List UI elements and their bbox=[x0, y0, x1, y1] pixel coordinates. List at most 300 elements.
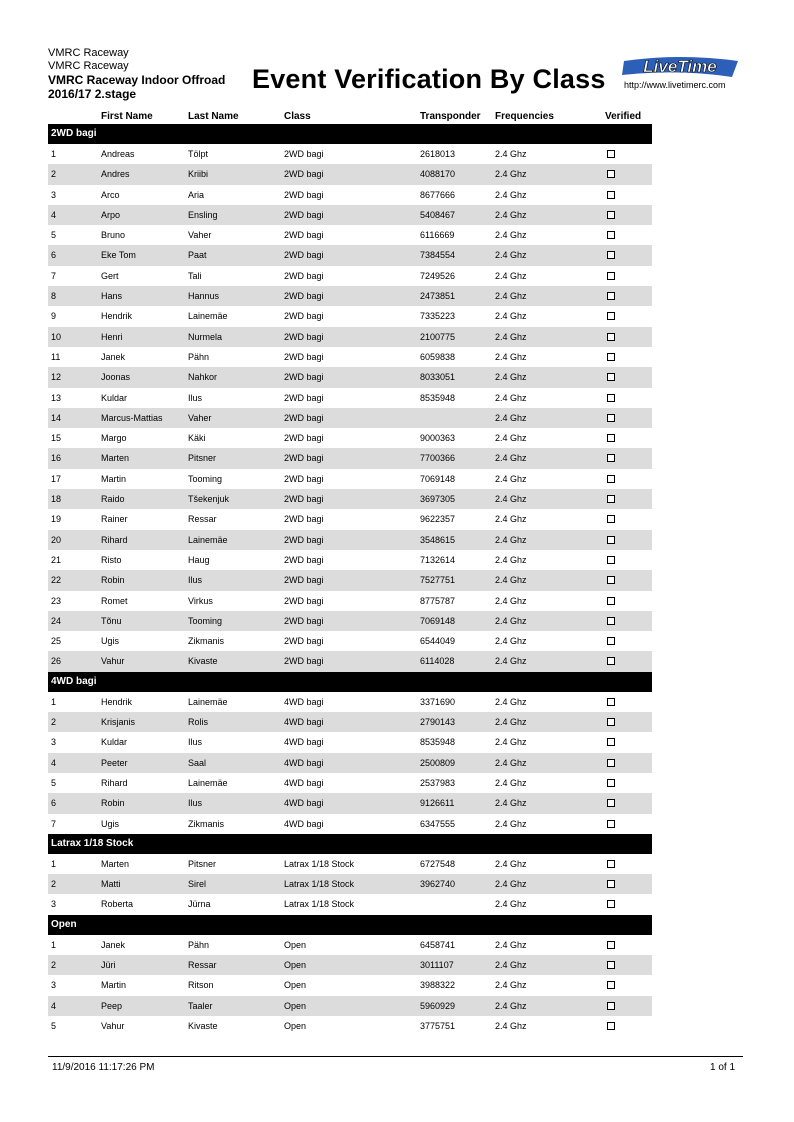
row-frequency: 2.4 Ghz bbox=[495, 798, 527, 809]
row-first-name: Rihard bbox=[101, 534, 128, 545]
row-transponder: 7249526 bbox=[420, 270, 456, 281]
row-first-name: Janek bbox=[101, 939, 126, 950]
row-transponder: 3697305 bbox=[420, 494, 456, 505]
row-frequency: 2.4 Ghz bbox=[495, 1000, 527, 1011]
row-last-name: Kivaste bbox=[188, 656, 218, 667]
row-transponder: 5408467 bbox=[420, 209, 456, 220]
table-row bbox=[48, 185, 652, 205]
table-row bbox=[48, 388, 652, 408]
row-last-name: Taaler bbox=[188, 1000, 213, 1011]
row-last-name: Paat bbox=[188, 250, 207, 261]
row-first-name: Romet bbox=[101, 595, 128, 606]
verified-checkbox[interactable] bbox=[607, 475, 615, 483]
row-transponder: 8775787 bbox=[420, 595, 456, 606]
table-row bbox=[48, 205, 652, 225]
class-group-header: Latrax 1/18 Stock bbox=[48, 834, 652, 854]
row-transponder: 8535948 bbox=[420, 392, 456, 403]
row-class: 2WD bagi bbox=[284, 636, 324, 647]
row-frequency: 2.4 Ghz bbox=[495, 656, 527, 667]
event-stage: 2016/17 2.stage bbox=[48, 87, 137, 101]
row-transponder: 7069148 bbox=[420, 615, 456, 626]
row-last-name: Tooming bbox=[188, 615, 223, 626]
row-last-name: Pitsner bbox=[188, 453, 217, 464]
verified-checkbox[interactable] bbox=[607, 536, 615, 544]
row-class: Open bbox=[284, 1020, 307, 1031]
row-first-name: Risto bbox=[101, 554, 122, 565]
table-row bbox=[48, 753, 652, 773]
table-row bbox=[48, 793, 652, 813]
class-group-header: Open bbox=[48, 915, 652, 935]
verified-checkbox[interactable] bbox=[607, 373, 615, 381]
row-transponder: 7069148 bbox=[420, 473, 456, 484]
row-frequency: 2.4 Ghz bbox=[495, 959, 527, 970]
row-frequency: 2.4 Ghz bbox=[495, 1020, 527, 1031]
table-row bbox=[48, 408, 652, 428]
row-position: 2 bbox=[51, 717, 57, 728]
verified-checkbox[interactable] bbox=[607, 191, 615, 199]
row-last-name: Jürna bbox=[188, 899, 211, 910]
verified-checkbox[interactable] bbox=[607, 597, 615, 605]
row-position: 12 bbox=[51, 372, 62, 383]
verified-checkbox[interactable] bbox=[607, 150, 615, 158]
row-transponder: 3962740 bbox=[420, 879, 456, 890]
verified-checkbox[interactable] bbox=[607, 515, 615, 523]
row-class: Open bbox=[284, 959, 307, 970]
row-first-name: Vahur bbox=[101, 656, 125, 667]
row-first-name: Martin bbox=[101, 980, 127, 991]
row-position: 8 bbox=[51, 291, 57, 302]
row-class: 2WD bagi bbox=[284, 209, 324, 220]
row-frequency: 2.4 Ghz bbox=[495, 636, 527, 647]
row-transponder: 7132614 bbox=[420, 554, 456, 565]
row-last-name: Tölpt bbox=[188, 149, 209, 159]
row-last-name: Vaher bbox=[188, 230, 212, 241]
row-last-name: Ressar bbox=[188, 514, 217, 525]
row-first-name: Andres bbox=[101, 169, 130, 180]
venue-line-2: VMRC Raceway bbox=[48, 60, 129, 72]
verified-checkbox[interactable] bbox=[607, 556, 615, 564]
row-transponder: 6059838 bbox=[420, 351, 456, 362]
row-frequency: 2.4 Ghz bbox=[495, 980, 527, 991]
row-last-name: Ressar bbox=[188, 959, 217, 970]
row-frequency: 2.4 Ghz bbox=[495, 615, 527, 626]
row-transponder: 3011107 bbox=[420, 959, 454, 970]
row-position: 6 bbox=[51, 250, 57, 261]
table-row bbox=[48, 530, 652, 550]
verified-checkbox[interactable] bbox=[607, 333, 615, 341]
row-transponder: 8033051 bbox=[420, 372, 456, 383]
row-transponder: 4088170 bbox=[420, 169, 456, 180]
row-position: 5 bbox=[51, 1020, 57, 1031]
row-frequency: 2.4 Ghz bbox=[495, 392, 527, 403]
row-class: 2WD bagi bbox=[284, 230, 324, 241]
row-first-name: Eke Tom bbox=[101, 250, 136, 261]
verified-checkbox[interactable] bbox=[607, 779, 615, 787]
verified-checkbox[interactable] bbox=[607, 738, 615, 746]
row-frequency: 2.4 Ghz bbox=[495, 311, 527, 322]
row-first-name: Ugis bbox=[101, 818, 120, 829]
row-first-name: Rihard bbox=[101, 777, 128, 788]
row-last-name: Zikmanis bbox=[188, 636, 225, 647]
row-class: 4WD bagi bbox=[284, 737, 324, 748]
verified-checkbox[interactable] bbox=[607, 353, 615, 361]
row-frequency: 2.4 Ghz bbox=[495, 696, 527, 707]
row-frequency: 2.4 Ghz bbox=[495, 372, 527, 383]
row-last-name: Pähn bbox=[188, 351, 210, 362]
row-first-name: Kuldar bbox=[101, 392, 128, 403]
report-header-info bbox=[48, 47, 225, 101]
verified-checkbox[interactable] bbox=[607, 231, 615, 239]
row-last-name: Ritson bbox=[188, 980, 214, 991]
table-row bbox=[48, 955, 652, 975]
row-last-name: Ilus bbox=[188, 798, 203, 809]
row-first-name: Vahur bbox=[101, 1020, 125, 1031]
row-first-name: Martin bbox=[101, 473, 127, 484]
row-transponder: 2500809 bbox=[420, 757, 456, 768]
verified-checkbox[interactable] bbox=[607, 718, 615, 726]
row-position: 20 bbox=[51, 534, 62, 545]
row-first-name: Joonas bbox=[101, 372, 131, 383]
verified-checkbox[interactable] bbox=[607, 860, 615, 868]
row-class: 4WD bagi bbox=[284, 818, 324, 829]
row-frequency: 2.4 Ghz bbox=[495, 595, 527, 606]
row-position: 19 bbox=[51, 514, 62, 525]
table-row bbox=[48, 814, 652, 834]
row-first-name: Kuldar bbox=[101, 737, 128, 748]
table-row bbox=[48, 225, 652, 245]
row-first-name: Ugis bbox=[101, 636, 120, 647]
row-frequency: 2.4 Ghz bbox=[495, 757, 527, 768]
row-position: 4 bbox=[51, 209, 57, 220]
row-position: 15 bbox=[51, 433, 62, 444]
row-transponder: 9000363 bbox=[420, 433, 456, 444]
row-transponder: 2100775 bbox=[420, 331, 456, 342]
column-header-row bbox=[48, 111, 652, 124]
verified-checkbox[interactable] bbox=[607, 820, 615, 828]
row-transponder: 2618013 bbox=[420, 149, 456, 159]
table-row bbox=[48, 692, 652, 712]
row-class: Latrax 1/18 Stock bbox=[284, 879, 355, 890]
row-position: 1 bbox=[51, 696, 57, 707]
row-last-name: Ilus bbox=[188, 575, 203, 586]
row-first-name: Margo bbox=[101, 433, 127, 444]
verified-checkbox[interactable] bbox=[607, 454, 615, 462]
row-transponder: 3988322 bbox=[420, 980, 456, 991]
row-frequency: 2.4 Ghz bbox=[495, 412, 527, 423]
row-last-name: Rolis bbox=[188, 717, 209, 728]
table-row bbox=[48, 773, 652, 793]
row-class: Latrax 1/18 Stock bbox=[284, 858, 355, 869]
row-last-name: Aria bbox=[188, 189, 205, 200]
table-row bbox=[48, 164, 652, 184]
row-class: 2WD bagi bbox=[284, 250, 324, 261]
print-timestamp: 11/9/2016 11:17:26 PM bbox=[52, 1062, 155, 1073]
verified-checkbox[interactable] bbox=[607, 637, 615, 645]
row-last-name: Pitsner bbox=[188, 858, 217, 869]
verified-checkbox[interactable] bbox=[607, 170, 615, 178]
row-frequency: 2.4 Ghz bbox=[495, 939, 527, 950]
row-first-name: Hendrik bbox=[101, 696, 133, 707]
row-first-name: Robin bbox=[101, 798, 125, 809]
verified-checkbox[interactable] bbox=[607, 657, 615, 665]
row-position: 23 bbox=[51, 595, 62, 606]
col-first-name: First Name bbox=[101, 111, 153, 122]
row-last-name: Lainemäe bbox=[188, 777, 228, 788]
row-position: 4 bbox=[51, 1000, 57, 1011]
row-transponder: 6114028 bbox=[420, 656, 455, 667]
row-first-name: Arco bbox=[101, 189, 120, 200]
row-class: 2WD bagi bbox=[284, 615, 324, 626]
row-frequency: 2.4 Ghz bbox=[495, 473, 527, 484]
table-row bbox=[48, 712, 652, 732]
verified-checkbox[interactable] bbox=[607, 414, 615, 422]
row-position: 7 bbox=[51, 818, 57, 829]
row-last-name: Ensling bbox=[188, 209, 218, 220]
verified-checkbox[interactable] bbox=[607, 941, 615, 949]
table-row bbox=[48, 144, 652, 164]
row-last-name: Tooming bbox=[188, 473, 223, 484]
row-frequency: 2.4 Ghz bbox=[495, 433, 527, 444]
row-last-name: Lainemäe bbox=[188, 696, 228, 707]
table-row bbox=[48, 935, 652, 955]
row-last-name: Sirel bbox=[188, 879, 207, 890]
row-frequency: 2.4 Ghz bbox=[495, 250, 527, 261]
table-row bbox=[48, 874, 652, 894]
row-frequency: 2.4 Ghz bbox=[495, 351, 527, 362]
class-group-header: 2WD bagi bbox=[48, 124, 652, 144]
row-position: 14 bbox=[51, 412, 62, 423]
row-last-name: Zikmanis bbox=[188, 818, 225, 829]
row-class: 4WD bagi bbox=[284, 757, 324, 768]
row-class: 2WD bagi bbox=[284, 595, 324, 606]
table-row bbox=[48, 975, 652, 995]
row-first-name: Hans bbox=[101, 291, 123, 302]
row-position: 5 bbox=[51, 777, 57, 788]
venue-line-1: VMRC Raceway bbox=[48, 47, 129, 59]
row-frequency: 2.4 Ghz bbox=[495, 777, 527, 788]
row-class: 2WD bagi bbox=[284, 331, 324, 342]
row-last-name: Ilus bbox=[188, 392, 203, 403]
row-frequency: 2.4 Ghz bbox=[495, 291, 527, 302]
row-transponder: 7335223 bbox=[420, 311, 456, 322]
table-row bbox=[48, 245, 652, 265]
row-transponder: 5960929 bbox=[420, 1000, 456, 1011]
row-last-name: Vaher bbox=[188, 412, 212, 423]
table-row bbox=[48, 651, 652, 671]
row-class: 2WD bagi bbox=[284, 534, 324, 545]
row-class: 2WD bagi bbox=[284, 433, 324, 444]
row-position: 18 bbox=[51, 494, 62, 505]
logo-text: LiveTime bbox=[643, 57, 717, 76]
row-first-name: Jüri bbox=[101, 959, 116, 970]
livetime-logo bbox=[620, 55, 740, 79]
verified-checkbox[interactable] bbox=[607, 1022, 615, 1030]
row-transponder: 9622357 bbox=[420, 514, 456, 525]
row-first-name: Henri bbox=[101, 331, 123, 342]
row-last-name: Tali bbox=[188, 270, 202, 281]
row-first-name: Hendrik bbox=[101, 311, 133, 322]
row-first-name: Tõnu bbox=[101, 615, 122, 626]
row-class: 2WD bagi bbox=[284, 311, 324, 322]
row-class: 2WD bagi bbox=[284, 351, 324, 362]
verified-checkbox[interactable] bbox=[607, 292, 615, 300]
row-position: 2 bbox=[51, 169, 57, 180]
row-position: 3 bbox=[51, 737, 57, 748]
row-class: 2WD bagi bbox=[284, 149, 324, 159]
row-class: 2WD bagi bbox=[284, 453, 324, 464]
verified-checkbox[interactable] bbox=[607, 495, 615, 503]
row-first-name: Matti bbox=[101, 879, 121, 890]
row-frequency: 2.4 Ghz bbox=[495, 899, 527, 910]
row-position: 21 bbox=[51, 554, 62, 565]
row-frequency: 2.4 Ghz bbox=[495, 230, 527, 241]
row-transponder: 7384554 bbox=[420, 250, 456, 261]
table-row bbox=[48, 894, 652, 914]
row-class: 2WD bagi bbox=[284, 575, 324, 586]
row-frequency: 2.4 Ghz bbox=[495, 514, 527, 525]
row-last-name: Hannus bbox=[188, 291, 220, 302]
row-transponder: 6458741 bbox=[420, 939, 456, 950]
table-row bbox=[48, 347, 652, 367]
row-frequency: 2.4 Ghz bbox=[495, 575, 527, 586]
row-first-name: Bruno bbox=[101, 230, 126, 241]
row-transponder: 2537983 bbox=[420, 777, 456, 788]
row-last-name: Pähn bbox=[188, 939, 210, 950]
row-class: Open bbox=[284, 1000, 307, 1011]
col-class: Class bbox=[284, 111, 311, 122]
row-class: 2WD bagi bbox=[284, 514, 324, 525]
report-title: Event Verification By Class bbox=[252, 64, 606, 94]
row-first-name: Roberta bbox=[101, 899, 134, 910]
row-class: 4WD bagi bbox=[284, 777, 324, 788]
row-transponder: 6544049 bbox=[420, 636, 456, 647]
row-class: 2WD bagi bbox=[284, 473, 324, 484]
row-transponder: 8535948 bbox=[420, 737, 456, 748]
table-row bbox=[48, 266, 652, 286]
row-position: 24 bbox=[51, 615, 62, 626]
row-last-name: Käki bbox=[188, 433, 206, 444]
verified-checkbox[interactable] bbox=[607, 251, 615, 259]
row-position: 26 bbox=[51, 656, 62, 667]
row-transponder: 7527751 bbox=[420, 575, 456, 586]
table-row bbox=[48, 428, 652, 448]
row-last-name: Lainemäe bbox=[188, 534, 228, 545]
row-class: Open bbox=[284, 939, 307, 950]
verified-checkbox[interactable] bbox=[607, 900, 615, 908]
row-position: 11 bbox=[51, 351, 61, 362]
row-first-name: Robin bbox=[101, 575, 125, 586]
row-first-name: Peeter bbox=[101, 757, 128, 768]
row-last-name: Saal bbox=[188, 757, 207, 768]
row-last-name: Nurmela bbox=[188, 331, 223, 342]
row-transponder: 6727548 bbox=[420, 858, 456, 869]
col-frequencies: Frequencies bbox=[495, 111, 554, 122]
event-name: VMRC Raceway Indoor Offroad bbox=[48, 73, 226, 87]
row-frequency: 2.4 Ghz bbox=[495, 818, 527, 829]
row-frequency: 2.4 Ghz bbox=[495, 149, 527, 159]
row-position: 1 bbox=[51, 858, 57, 869]
row-class: 4WD bagi bbox=[284, 717, 324, 728]
row-frequency: 2.4 Ghz bbox=[495, 737, 527, 748]
table-row bbox=[48, 570, 652, 590]
table-row bbox=[48, 489, 652, 509]
verified-checkbox[interactable] bbox=[607, 434, 615, 442]
row-transponder: 2790143 bbox=[420, 717, 456, 728]
verification-table bbox=[48, 124, 652, 1036]
row-frequency: 2.4 Ghz bbox=[495, 554, 527, 565]
row-position: 1 bbox=[51, 939, 57, 950]
row-class: 2WD bagi bbox=[284, 656, 324, 667]
verified-checkbox[interactable] bbox=[607, 394, 615, 402]
row-transponder: 6116669 bbox=[420, 230, 455, 241]
row-first-name: Gert bbox=[101, 270, 119, 281]
table-row bbox=[48, 286, 652, 306]
verified-checkbox[interactable] bbox=[607, 880, 615, 888]
table-row bbox=[48, 448, 652, 468]
verified-checkbox[interactable] bbox=[607, 981, 615, 989]
table-row bbox=[48, 367, 652, 387]
row-transponder: 3371690 bbox=[420, 696, 456, 707]
row-class: 2WD bagi bbox=[284, 169, 324, 180]
row-class: 2WD bagi bbox=[284, 270, 324, 281]
verified-checkbox[interactable] bbox=[607, 698, 615, 706]
row-frequency: 2.4 Ghz bbox=[495, 331, 527, 342]
row-position: 3 bbox=[51, 899, 57, 910]
row-position: 13 bbox=[51, 392, 62, 403]
row-position: 25 bbox=[51, 636, 62, 647]
verified-checkbox[interactable] bbox=[607, 1002, 615, 1010]
table-row bbox=[48, 327, 652, 347]
row-class: 4WD bagi bbox=[284, 696, 324, 707]
row-last-name: Virkus bbox=[188, 595, 213, 606]
row-class: 4WD bagi bbox=[284, 798, 324, 809]
verified-checkbox[interactable] bbox=[607, 759, 615, 767]
row-position: 2 bbox=[51, 879, 57, 890]
row-first-name: Rainer bbox=[101, 514, 128, 525]
table-row bbox=[48, 509, 652, 529]
verified-checkbox[interactable] bbox=[607, 799, 615, 807]
row-frequency: 2.4 Ghz bbox=[495, 189, 527, 200]
row-first-name: Marten bbox=[101, 858, 130, 869]
col-transponder: Transponder bbox=[420, 111, 481, 122]
verified-checkbox[interactable] bbox=[607, 961, 615, 969]
row-position: 4 bbox=[51, 757, 57, 768]
table-row bbox=[48, 732, 652, 752]
row-position: 1 bbox=[51, 149, 57, 159]
verified-checkbox[interactable] bbox=[607, 312, 615, 320]
row-first-name: Marten bbox=[101, 453, 130, 464]
row-class: 2WD bagi bbox=[284, 494, 324, 505]
row-position: 2 bbox=[51, 959, 57, 970]
row-frequency: 2.4 Ghz bbox=[495, 879, 527, 890]
row-class: 2WD bagi bbox=[284, 392, 324, 403]
row-position: 9 bbox=[51, 311, 57, 322]
verified-checkbox[interactable] bbox=[607, 272, 615, 280]
row-frequency: 2.4 Ghz bbox=[495, 717, 527, 728]
col-verified: Verified bbox=[605, 111, 642, 122]
verified-checkbox[interactable] bbox=[607, 617, 615, 625]
verified-checkbox[interactable] bbox=[607, 211, 615, 219]
row-frequency: 2.4 Ghz bbox=[495, 858, 527, 869]
row-last-name: Kriibi bbox=[188, 169, 209, 180]
verified-checkbox[interactable] bbox=[607, 576, 615, 584]
logo-url: http://www.livetimerc.com bbox=[624, 80, 726, 90]
page-number: 1 of 1 bbox=[710, 1062, 736, 1073]
row-frequency: 2.4 Ghz bbox=[495, 270, 527, 281]
row-last-name: Tšekenjuk bbox=[188, 494, 230, 505]
row-class: 2WD bagi bbox=[284, 189, 324, 200]
table-row bbox=[48, 550, 652, 570]
